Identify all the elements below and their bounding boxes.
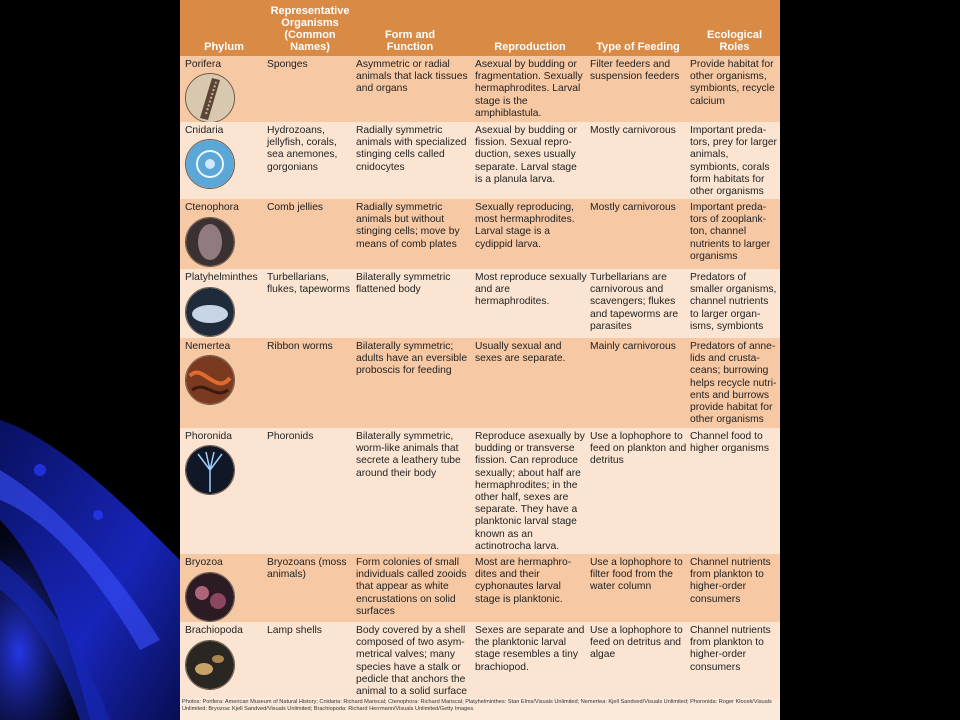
cell-form: Radially symmetric animals but without stinging cells; move by means of comb plates [356,202,460,250]
cell-feeding: Use a lophophore to feed on detritus and algae [590,625,683,661]
cell-form: Bilaterally symmetric flattened body [356,272,451,296]
cell-phylum: Ctenophora [185,202,239,213]
cell-ecology: Important preda-tors, prey for larger animals, symbionts, corals form habitats for other organisms [690,125,777,198]
cell-feeding: Mostly carnivorous [590,125,676,136]
header-feeding: Type of Feeding [596,41,680,53]
header-organisms: Representative Organisms (Common Names) [270,5,350,53]
cell-phylum: Brachiopoda [185,625,243,636]
table-row [180,199,780,269]
table-header [180,0,780,56]
cell-feeding: Use a lophophore to feed on plankton and detritus [590,431,687,467]
cell-reproduction: Sexually reproducing, most hermaphrodites. Larval stage is a cydippid larva. [475,202,575,250]
cell-form: Body covered by a shell composed of two asym-metrical valves; many species have a stalk or pedicle that anchors the animal to a solid surface [356,625,468,698]
bryozoan-photo [185,572,235,622]
cell-reproduction: Most reproduce sexually and are hermaphrodites. [475,272,587,308]
phoronid-photo [185,445,235,495]
cell-organisms: Bryozoans (moss animals) [267,557,347,581]
cell-form: Radially symmetric animals with specialized stinging cells called cnidocytes [356,125,467,173]
cell-reproduction: Usually sexual and sexes are separate. [475,341,566,365]
cell-reproduction: Reproduce asexually by budding or transverse fission. Can reproduce sexually; about half are hermaphrodites; in the other half, sexes are separate. They have a planktonic larval stage known as an actinotrocha larva. [475,431,585,552]
cell-feeding: Mostly carnivorous [590,202,676,213]
ribbon-worm-photo [185,355,235,405]
table-row [180,554,780,622]
cell-feeding: Mainly carnivorous [590,341,676,352]
lamp-shell-photo [185,640,235,690]
cell-form: Bilaterally symmetric, worm-like animals that secrete a leathery tube around their body [356,431,461,479]
cell-form: Bilaterally symmetric; adults have an eversible proboscis for feeding [356,341,468,377]
jellyfish-photo [185,139,235,189]
table-row [180,122,780,199]
cell-reproduction: Asexual by budding or fragmentation. Sexually hermaphrodites. Larval stage is the amphiblastula. [475,59,583,119]
phyla-table [180,0,780,720]
cell-ecology: Channel nutrients from plankton to higher-order consumers [690,557,771,605]
cell-organisms: Ribbon worms [267,341,333,352]
cell-organisms: Lamp shells [267,625,322,636]
cell-reproduction: Asexual by budding or fission. Sexual repro-duction, sexes usually separate. Larval stage is a planula larva. [475,125,577,185]
cell-ecology: Channel food to higher organisms [690,431,769,455]
table-row [180,622,780,698]
cell-organisms: Comb jellies [267,202,324,213]
cell-form: Form colonies of small individuals called zooids that appear as white encrustations on solid surfaces [356,557,467,617]
credits-line-2: Unlimited; Bryozoa: Kjell Sandved/Visuals Unlimited; Brachiopoda: Richard Herrmann/Visuals Unlimited/Getty Images. [182,706,475,712]
cell-organisms: Turbellarians, flukes, tapeworms [267,272,350,296]
cell-organisms: Phoronids [267,431,314,442]
header-reproduction: Reproduction [494,41,566,53]
cell-feeding: Use a lophophore to filter food from the water column [590,557,683,593]
photo-credits [180,698,780,720]
table-row [180,269,780,338]
table-row [180,56,780,122]
cell-feeding: Turbellarians are carnivorous and scavengers; flukes and tapeworms are parasites [590,272,679,332]
comb-jelly-photo [185,217,235,267]
cell-phylum: Platyhelminthes [185,272,258,283]
cell-organisms: Hydrozoans, jellyfish, corals, sea anemones, gorgonians [267,125,338,173]
cell-phylum: Phoronida [185,431,232,442]
credits-line-1: Photos: Porifera: American Museum of Natural History; Cnidaria: Richard Mariscal; Ctenophora: Richard Mariscal; Platyhelminthes: Stan Elms/Visuals Unlimited; Nemertea: Kjell Sandved/Visuals Unlimited; Phoronida: Roger Klocek/Visuals [182,699,772,705]
header-form: Form and Function [384,29,436,53]
cell-ecology: Important preda-tors of zooplank-ton, channel nutrients to larger organisms [690,202,771,262]
flatworm-photo [185,287,235,337]
cell-phylum: Bryozoa [185,557,223,568]
cell-phylum: Nemertea [185,341,231,352]
cell-phylum: Cnidaria [185,125,224,136]
cell-ecology: Predators of smaller organisms, channel nutrients to larger organ-isms, symbionts [690,272,777,332]
cell-ecology: Predators of anne-lids and crusta-ceans; burrowing helps recycle nutri-ents and burrows provide habitat for other organisms [690,341,777,426]
cell-phylum: Porifera [185,59,222,70]
cell-organisms: Sponges [267,59,308,70]
header-ecology: Ecological Roles [706,29,763,53]
cell-reproduction: Sexes are separate and the planktonic larval stage resembles a tiny brachiopod. [475,625,585,673]
cell-ecology: Channel nutrients from plankton to higher-order consumers [690,625,771,673]
cell-form: Asymmetric or radial animals that lack tissues and organs [356,59,468,95]
header-phylum: Phylum [204,41,244,53]
table-row [180,338,780,428]
cell-feeding: Filter feeders and suspension feeders [590,59,680,83]
cell-reproduction: Most are hermaphro-dites and their cyphonautes larval stage is planktonic. [475,557,572,605]
sponge-photo [185,73,235,123]
table-row [180,428,780,554]
cell-ecology: Provide habitat for other organisms, symbionts, recycle calcium [690,59,775,107]
